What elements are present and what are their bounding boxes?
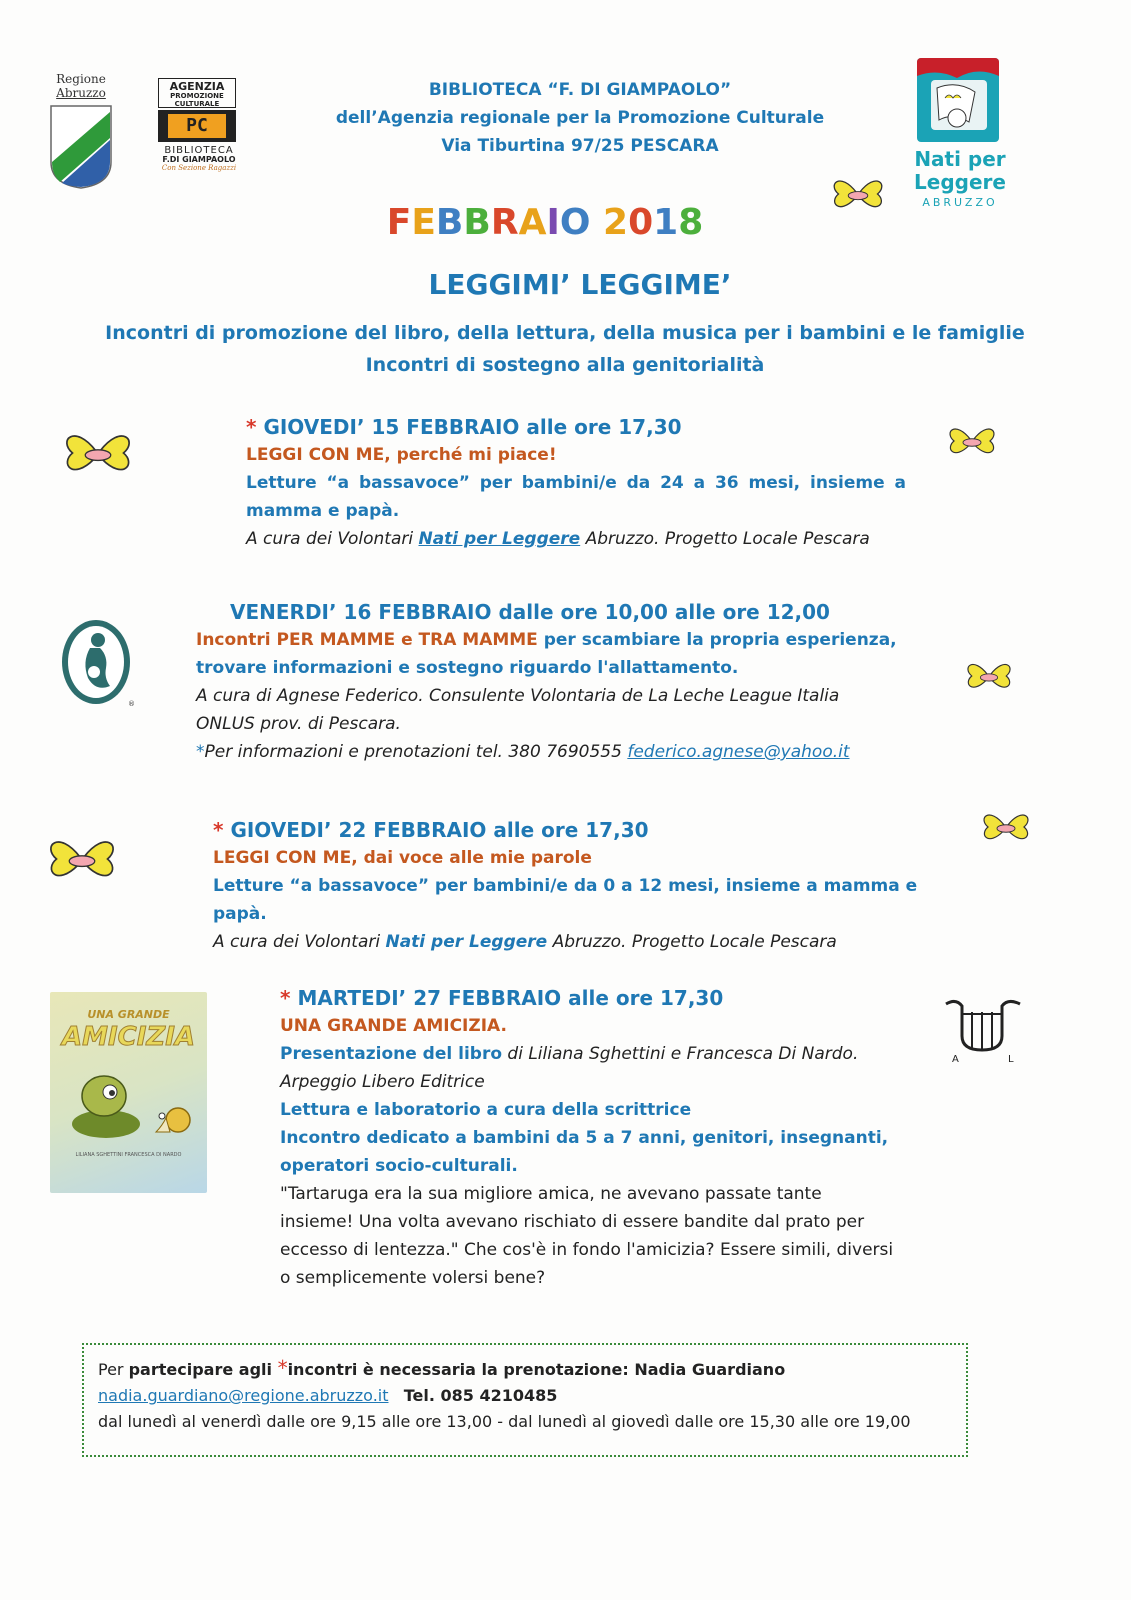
month-title-letter: 1 [653,202,679,243]
book-cover-image [50,992,207,1193]
event-3-description: Letture “a bassavoce” per bambini/e da 0 a 12 mesi, insieme a mamma e papà. [213,876,918,924]
booking-hours: dal lunedì al venerdì dalle ore 9,15 alle ore 13,00 - dal lunedì al giovedì dalle ore 15,30 alle ore 19,00 [98,1412,911,1431]
booking-bold-1: partecipare agli [128,1360,278,1379]
month-title [380,202,710,243]
butterfly-icon [966,654,1012,698]
program-intro-line-1: Incontri di promozione del libro, della lettura, della musica per i bambini e le famiglie [105,322,1025,344]
event-1-subtitle: LEGGI CON ME, perché mi piace! [246,445,557,465]
event-2-email-link[interactable]: federico.agnese@yahoo.it [627,742,850,762]
event-1-star: * [246,415,257,439]
svg-text:®: ® [128,700,135,708]
npl-logo-line-1: Nati per [914,147,1006,171]
event-4 [280,984,930,1292]
program-intro [40,317,1090,381]
event-4-publisher: Arpeggio Libero Editrice [280,1072,485,1092]
event-4-description-pre: Presentazione del libro [280,1044,503,1064]
library-agency: dell’Agenzia regionale per la Promozione Culturale [335,108,825,128]
event-2-subtitle [196,626,916,654]
event-1-date: GIOVEDI’ 15 FEBBRAIO alle ore 17,30 [263,415,682,439]
event-3-note-pre: A cura dei Volontari [213,932,386,952]
butterfly-icon [832,168,884,220]
event-3-note [213,928,973,956]
month-title-letter: B [435,202,464,243]
event-4-quote-2: insieme! Una volta avevano rischiato di essere bandite dal prato per [280,1212,865,1232]
event-3-note-npl: Nati per Leggere [385,932,548,952]
event-3-subtitle-rest: , dai voce alle mie parole [351,848,592,868]
agency-logo-top [158,78,236,108]
butterfly-icon [64,420,132,486]
event-4-audience-1: Incontro dedicato a bambini da 5 a 7 anni, genitori, insegnanti, [280,1128,889,1148]
event-4-description-post: di Liliana Sghettini e Francesca Di Nardo. [502,1044,859,1064]
agency-logo [158,78,240,178]
library-name: BIBLIOTECA “F. DI GIAMPAOLO” [428,80,732,100]
event-3 [213,816,973,956]
program-title: LEGGIMI’ LEGGIME’ [428,268,732,301]
event-1-note-post: Abruzzo. Progetto Locale Pescara [580,529,870,549]
month-title-letter: 2 [603,202,629,243]
region-shield-icon [48,104,114,190]
la-leche-league-logo-icon [60,616,136,708]
month-title-letter: F [386,202,412,243]
event-3-note-post: Abruzzo. Progetto Locale Pescara [547,932,837,952]
booking-phone: Tel. 085 4210485 [403,1386,558,1405]
event-2-heading: VENERDI’ 16 FEBBRAIO dalle ore 10,00 alle ore 12,00 [230,600,830,624]
event-2-note-1: A cura di Agnese Federico. Consulente Volontaria de La Leche League Italia [196,686,840,706]
month-title-letter: 8 [678,202,704,243]
event-1-note-pre: A cura dei Volontari [246,529,419,549]
turtle-and-snail-icon [66,1066,196,1146]
event-1-note-npl: Nati per Leggere [418,529,581,549]
event-3-star: * [213,818,224,842]
event-4-quote-1: "Tartaruga era la sua migliore amica, ne avevano passate tante [280,1184,822,1204]
butterfly-icon [48,826,116,892]
event-3-subtitle [213,844,973,872]
event-4-date: MARTEDI’ 27 FEBBRAIO alle ore 17,30 [297,986,724,1010]
book-cover-authors: LILIANA SGHETTINI FRANCESCA DI NARDO [75,1152,182,1158]
month-title-letter: O [559,202,591,243]
event-4-heading [280,984,930,1012]
booking-star: * [277,1356,288,1380]
month-title-letter: 0 [628,202,654,243]
nati-per-leggere-logo [917,58,999,142]
butterfly-icon [948,418,996,464]
month-title-letter: B [463,202,491,243]
event-2-info [196,738,916,766]
booking-line-2 [98,1383,952,1409]
event-2-note-2: ONLUS prov. di Pescara. [196,714,401,734]
library-address: Via Tiburtina 97/25 PESCARA [441,136,719,156]
program-intro-line-2: Incontri di sostegno alla genitorialità [365,354,765,376]
agency-bottom-text-2: F.DI GIAMPAOLO [162,155,236,164]
event-4-description [280,1040,930,1068]
library-header [300,76,860,160]
event-2-info-star: * [196,742,205,762]
month-title-letter: R [490,202,519,243]
publisher-logo [938,996,1028,1070]
butterfly-icon [982,804,1030,850]
book-cover-title-2: AMICIZIA [61,1022,196,1052]
region-logo-text-2: Abruzzo [56,86,106,100]
agency-top-text-1: AGENZIA [169,80,225,93]
booking-pre: Per [98,1360,129,1379]
npl-logo-title [905,148,1015,194]
event-3-subtitle-bold: LEGGI CON ME [213,848,352,868]
event-4-subtitle: UNA GRANDE AMICIZIA. [280,1016,507,1036]
booking-info-box [82,1343,968,1457]
event-4-audience-2: operatori socio-culturali. [280,1156,518,1176]
book-cover-title-1: UNA GRANDE [87,1008,170,1021]
event-2-subtitle-bold: Incontri PER MAMME e TRA MAMME [196,630,538,650]
event-4-quote-3: eccesso di lentezza." Che cos'è in fondo l'amicizia? Essere simili, diversi [280,1240,894,1260]
npl-logo-region: ABRUZZO [922,196,998,209]
event-3-heading [213,816,973,844]
event-4-star: * [280,986,291,1010]
event-2 [196,598,916,766]
booking-line-1 [98,1355,952,1383]
npl-logo-line-2: Leggere [914,170,1006,194]
event-4-quote-4: o semplicemente volersi bene? [280,1268,546,1288]
event-1 [246,413,906,553]
booking-bold-2: incontri è necessaria la prenotazione: Nadia Guardiano [287,1360,786,1379]
event-2-subtitle-rest: per scambiare la propria esperienza, [537,630,897,650]
agency-top-text-2: PROMOZIONE [170,92,224,100]
event-1-description-2: mamma e papà. [246,501,400,521]
publisher-logo-letter-left: A [952,1054,959,1065]
region-abruzzo-logo [48,72,114,194]
publisher-logo-letter-right: L [1008,1054,1014,1065]
event-3-date: GIOVEDI’ 22 FEBBRAIO alle ore 17,30 [230,818,649,842]
event-2-description: trovare informazioni e sostegno riguardo l'allattamento. [196,658,739,678]
event-1-heading [246,413,906,441]
lyre-icon [938,996,1028,1056]
agency-logo-mark [158,110,236,142]
event-4-reading: Lettura e laboratorio a cura della scrittrice [280,1100,692,1120]
month-title-letter: I [546,202,560,243]
month-title-letter: E [411,202,436,243]
agency-bottom-text-1: BIBLIOTECA [164,145,234,156]
booking-email-link[interactable]: nadia.guardiano@regione.abruzzo.it [98,1386,389,1405]
agency-top-text-3: CULTURALE [174,100,220,108]
month-title-letter: A [518,202,547,243]
event-1-description: Letture “a bassavoce” per bambini/e da 24 a 36 mesi, insieme a [246,473,906,493]
agency-bottom-text-3: Con Sezione Ragazzi [161,164,237,172]
month-title-letter [590,202,603,243]
event-1-note [246,525,906,553]
agency-mark-text: PC [168,114,226,138]
event-2-info-text: Per informazioni e prenotazioni tel. 380 7690555 [204,742,628,762]
region-logo-text-1: Regione [56,72,106,86]
reading-child-icon [917,58,999,142]
